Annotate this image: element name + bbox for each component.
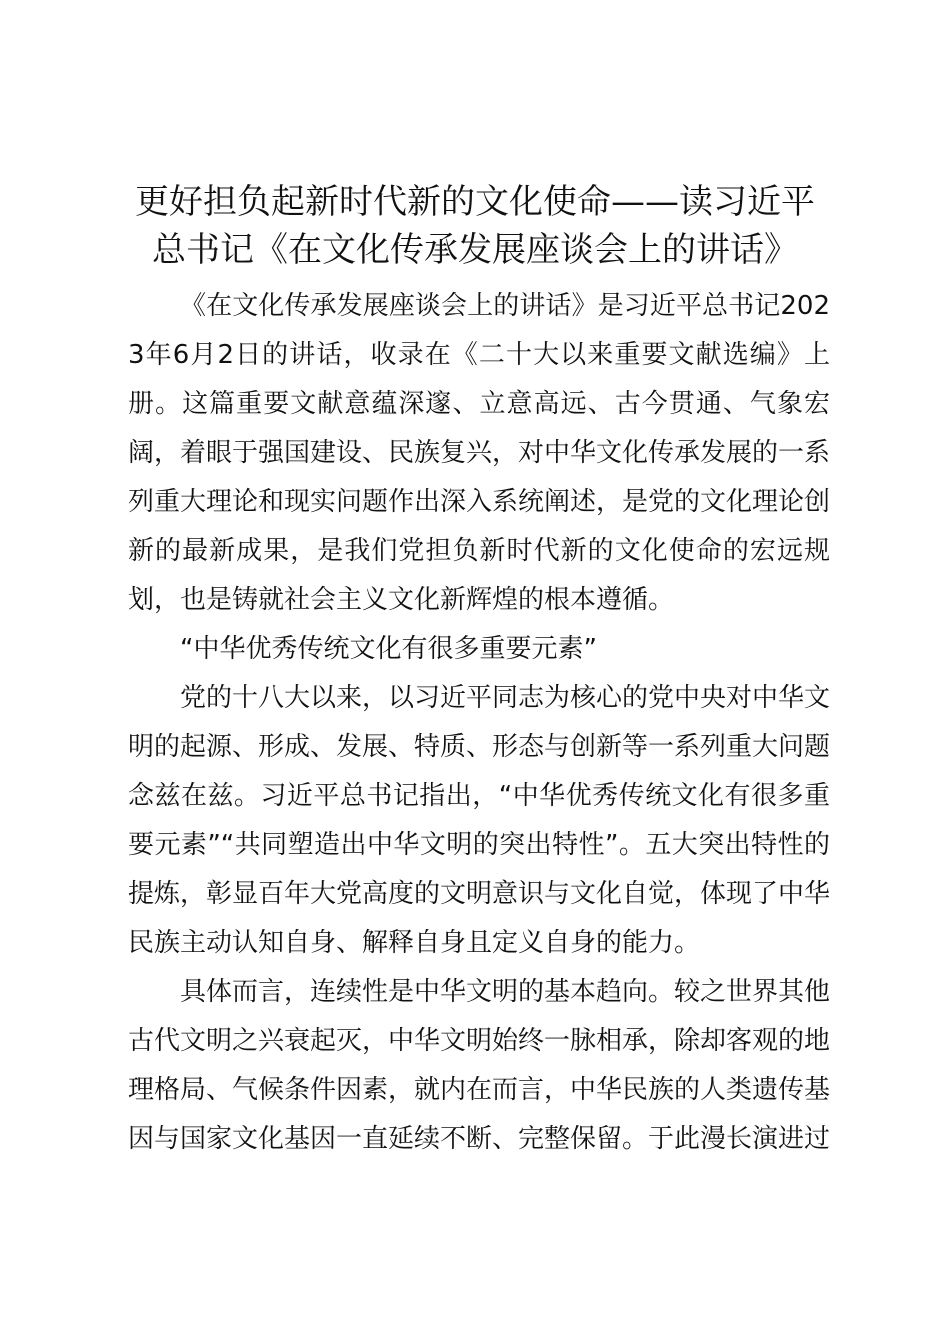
paragraph-intro: 《在文化传承发展座谈会上的讲话》是习近平总书记2023年6月2日的讲话，收录在《二十大以来重要文献选编》上册。这篇重要文献意蕴深邃、立意高远、古今贯通、气象宏阔，着眼于强国建设、民族复兴，对中华文化传承发展的一系列重大理论和现实问题作出深入系统阐述，是党的文化理论创新的最新成果，是我们党担负新时代新的文化使命的宏远规划，也是铸就社会主义文化新辉煌的根本遵循。 xyxy=(128,291,831,615)
document-body xyxy=(128,282,830,1164)
section-heading: “中华优秀传统文化有很多重要元素” xyxy=(180,634,597,664)
paragraph-overview: 党的十八大以来，以习近平同志为核心的党中央对中华文明的起源、形成、发展、特质、形态与创新等一系列重大问题念兹在兹。习近平总书记指出，“中华优秀传统文化有很多重要元素”“共同塑造出中华文明的突出特性”。五大突出特性的提炼，彰显百年大党高度的文明意识与文化自觉，体现了中华民族主动认知自身、解释自身且定义自身的能力。 xyxy=(128,683,831,958)
paragraph-continuity: 具体而言，连续性是中华文明的基本趋向。较之世界其他古代文明之兴衰起灭，中华文明始终一脉相承，除却客观的地理格局、气候条件因素，就内在而言，中华民族的人类遗传基因与国家文化基因一直延续不断、完整保留。于此漫长演进过 xyxy=(128,977,831,1154)
document-title: 更好担负起新时代新的文化使命——读习近平总书记《在文化传承发展座谈会上的讲话》 xyxy=(135,182,815,270)
